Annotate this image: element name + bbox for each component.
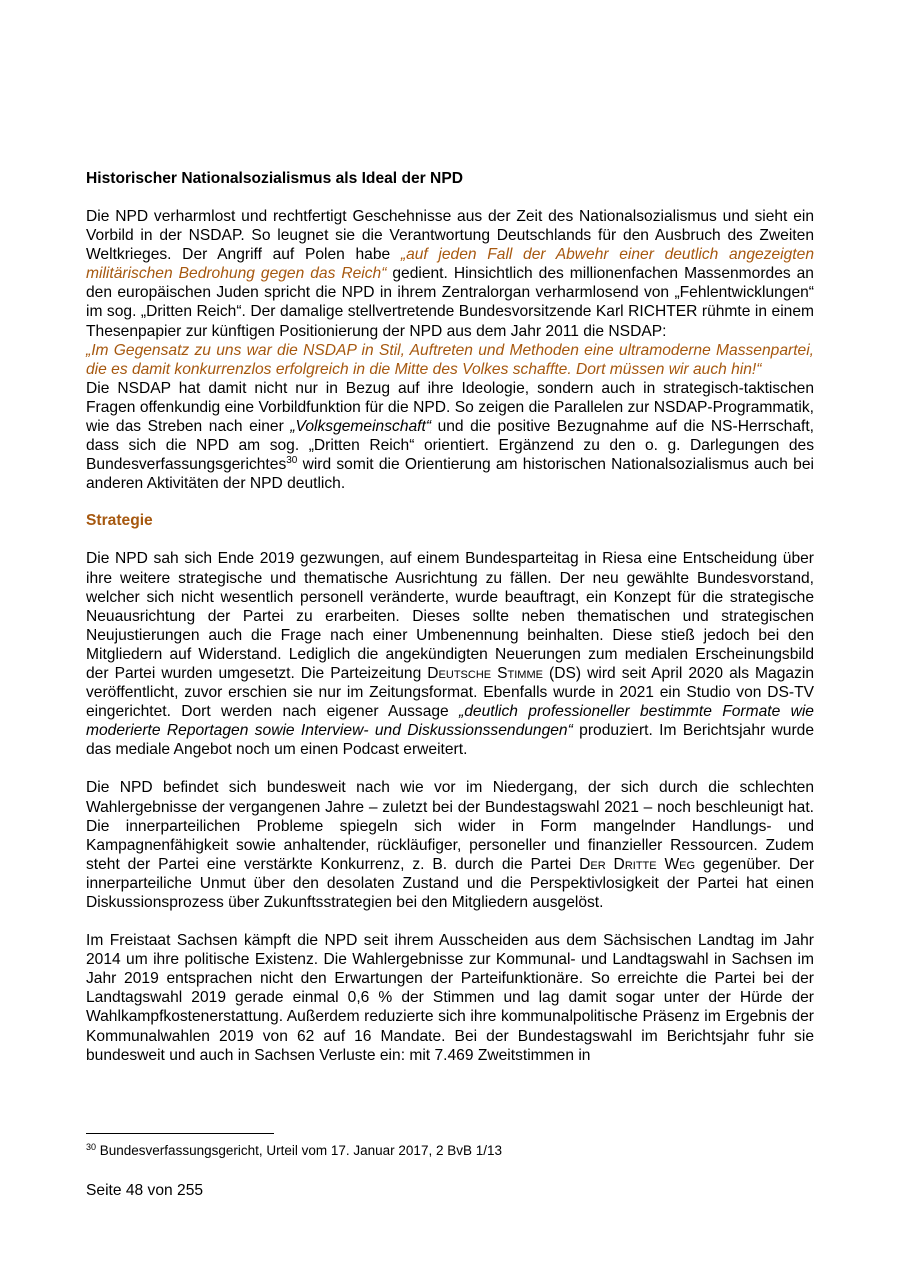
paragraph bbox=[86, 379, 814, 494]
text: wird somit die Orientierung am historischen Nationalsozialismus auch bei anderen Aktivitäten der NPD deutlich. bbox=[86, 456, 814, 493]
block-quote: „Im Gegensatz zu uns war die NSDAP in Stil, Auftreten und Methoden eine ultramoderne Massenpartei, die es damit konkurrenzlos erfolgreich in die Mitte des Volkes schaffte. Dort müssen wir auch hin!“ bbox=[86, 341, 814, 378]
section-heading-strategie: Strategie bbox=[86, 512, 153, 530]
text: gegenüber. Der innerparteiliche Unmut über den desolaten Zustand und die Perspektivlosigkeit der Partei hat einen Diskussionsprozess über Zukunftsstrategien bei den Mitgliedern ausgelöst. bbox=[86, 855, 815, 911]
footnote-separator bbox=[86, 1133, 274, 1134]
footnote-text: Bundesverfassungsgericht, Urteil vom 17. Januar 2017, 2 BvB 1/13 bbox=[96, 1143, 502, 1158]
footnote-number: 30 bbox=[86, 1142, 97, 1152]
text: Die NPD verharmlost und rechtfertigt Geschehnisse aus der Zeit des Nationalsozialismus und sieht ein Vorbild in der NSDAP. So leugnet sie die Verantwortung Deutschlands für den Ausbruch des Zweiten Weltkrieges. Der Angriff auf Polen habe bbox=[86, 208, 814, 264]
organisation-name: Der Dritte Weg bbox=[579, 855, 696, 873]
text: und die positive Bezugnahme auf die NS-Herrschaft, dass sich die NPD am sog. „Dritten Reich“ orientiert. Ergänzend zu den o. g. Darlegungen des Bundesverfassungsgerichtes bbox=[86, 418, 814, 474]
footnote bbox=[86, 1142, 814, 1159]
italic-quote: „deutlich professioneller bestimmte Formate wie moderierte Reportagen sowie Interview- und Diskussionssendungen“ bbox=[86, 703, 814, 740]
text: Die NPD sah sich Ende 2019 gezwungen, auf einem Bundesparteitag in Riesa eine Entscheidung über ihre weitere strategische und thematische Ausrichtung zu fällen. Der neu gewählte Bundesvorstand, welcher sich nicht wesentlich personell veränderte, wurde beauftragt, ein Konzept für die strategische Neuausrichtung der Partei zu erarbeiten. Dieses sollte neben thematischen und strategischen Neujustierungen auch die Frage nach einer Umbenennung beinhalten. Diese stieß jedoch bei den Mitgliedern auf Widerstand. Lediglich die angekündigten Neuerungen zum medialen Erscheinungsbild der Partei wurden umgesetzt. Die Parteizeitung bbox=[86, 550, 814, 682]
text: (DS) wird seit April 2020 als Magazin veröffentlicht, zuvor erschien sie nur im Zeitungsformat. Ebenfalls wurde in 2021 ein Studio von DS-TV eingerichtet. Dort werden nach eigener Aussage bbox=[86, 664, 814, 721]
text: produziert. Im Berichtsjahr wurde das mediale Angebot noch um einen Podcast erweitert. bbox=[86, 722, 814, 759]
text: Die NPD befindet sich bundesweit nach wie vor im Niedergang, der sich durch die schlechten Wahlergebnisse der vergangenen Jahre – zuletzt bei der Bundestagswahl 2021 – noch beschleunigt hat. Die innerparteilichen Probleme spiegeln sich wider in Form mangelnder Handlungs- und Kampagnenfähigkeit sowie anhaltender, rückläufiger, personeller und finanzieller Ressourcen. Zudem steht der Partei eine verstärkte Konkurrenz, z. B. durch die Partei bbox=[86, 779, 814, 873]
paragraph: Im Freistaat Sachsen kämpft die NPD seit ihrem Ausscheiden aus dem Sächsischen Landtag im Jahr 2014 um ihre politische Existenz. Die Wahlergebnisse zur Kommunal- und Landtagswahl in Sachsen im Jahr 2019 entsprachen nicht den Erwartungen der Parteifunktionäre. So erreichte die Partei bei der Landtagswahl 2019 gerade einmal 0,6 % der Stimmen und lag damit sogar unter der Hürde der Wahlkampfkostenerstattung. Außerdem reduzierte sich ihre kommunalpolitische Präsenz im Ergebnis der Kommunalwahlen 2019 von 62 auf 16 Mandate. Bei der Bundestagswahl im Berichtsjahr fuhr sie bundesweit und auch in Sachsen Verluste ein: mit 7.469 Zweitstimmen in bbox=[86, 932, 814, 1064]
text: Die NSDAP hat damit nicht nur in Bezug auf ihre Ideologie, sondern auch in strategisch-taktischen Fragen offenkundig eine Vorbildfunktion für die NPD. So zeigen die Parallelen zur NSDAP-Programmatik, wie das Streben nach einer bbox=[86, 379, 814, 436]
footnote-reference[interactable]: 30 bbox=[286, 455, 298, 467]
text: gedient. Hinsichtlich des millionenfachen Massenmordes an den europäischen Juden spricht die NPD in ihrem Zentralorgan verharmlosend von „Fehlentwicklungen“ im sog. „Dritten Reich“. Der damalige stellvertretende Bundesvorsitzende Karl RICHTER rühmte in einem Thesenpapier zur künftigen Positionierung der NPD aus dem Jahr 2011 die NSDAP: bbox=[86, 265, 814, 340]
italic-term: „Volksgemeinschaft“ bbox=[290, 418, 432, 436]
quote-inline: „auf jeden Fall der Abwehr einer deutlich angezeigten militärischen Bedrohung gegen das Reich“ bbox=[86, 246, 814, 283]
section-heading-nationalsozialismus: Historischer Nationalsozialismus als Ideal der NPD bbox=[86, 170, 463, 187]
paragraph bbox=[86, 207, 814, 341]
organisation-name: Deutsche Stimme bbox=[427, 664, 543, 682]
page-content bbox=[86, 169, 814, 1065]
paragraph bbox=[86, 549, 814, 759]
page-number: Seite 48 von 255 bbox=[86, 1182, 204, 1199]
paragraph bbox=[86, 778, 814, 912]
